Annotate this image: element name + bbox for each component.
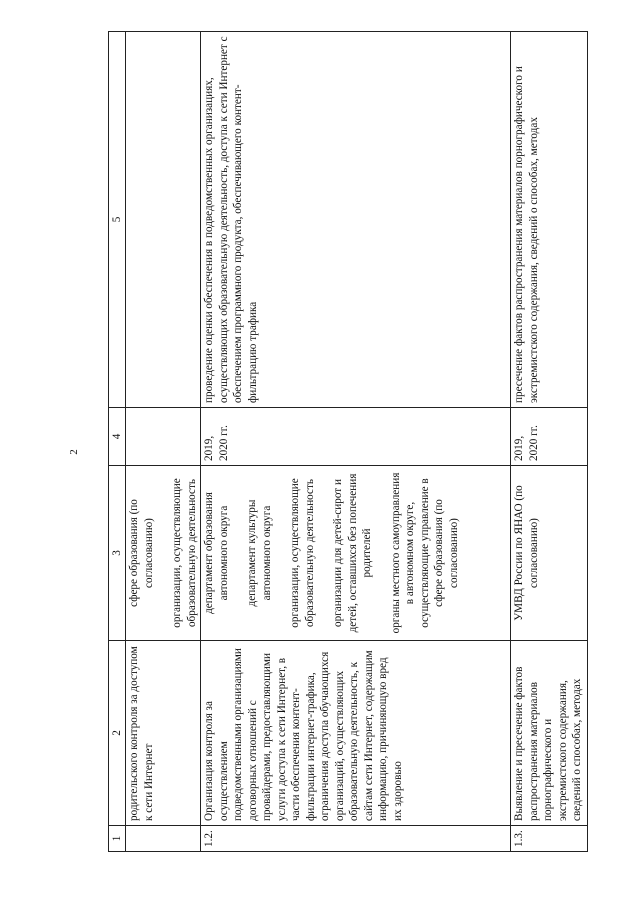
table-header-row xyxy=(109,32,126,852)
table-row xyxy=(511,32,588,852)
activity-cell: Организация контроля за осуществлением подведомственными организациями договорных отношений с провайдерами, предоставляющими услуги доступа к сети Интернет, в части обеспечения контент-фильтрации интернет-трафика, ограничения доступа обучающихся организаций, осуществляющих образовательную деятельность, к сайтам сети Интернет, содержащим информацию, причиняющую вред их здоровью xyxy=(201,641,511,826)
activity-cell: родительского контроля за доступом к сети Интернет xyxy=(126,641,201,826)
term-cell xyxy=(126,408,201,466)
result-cell xyxy=(126,32,201,408)
table-row xyxy=(126,32,201,852)
executor-text: организации, осуществляющие образовательную деятельность xyxy=(289,478,316,628)
table-row xyxy=(201,32,511,852)
rotated-table-wrapper xyxy=(108,32,588,852)
executor-text: УМВД России по ЯНАО (по согласованию) xyxy=(513,485,540,621)
executor-text: сфере образования (по согласованию) xyxy=(128,499,155,607)
row-number: 1.2. xyxy=(201,826,511,852)
executors-cell xyxy=(126,466,201,641)
page-number: 2 xyxy=(68,449,80,455)
executor-text: департамент культуры автономного округа xyxy=(246,499,273,607)
row-number: 1.3. xyxy=(511,826,588,852)
executor-text: организации для детей-сирот и детей, оставшихся без попечения родителей xyxy=(332,473,373,633)
executors-cell xyxy=(201,466,511,641)
result-cell: пресечение фактов распространения материалов порнографического и экстремистского содержания, сведений о способах, методах xyxy=(511,32,588,408)
result-cell: проведение оценки обеспечения в подведомственных организациях, осуществляющих образовательную деятельность, доступа к сети Интернет с обеспечением программного продукта, обеспечивающего контент-фильтрацию трафика xyxy=(201,32,511,408)
row-number xyxy=(126,826,201,852)
plan-table xyxy=(108,31,588,852)
column-header: 2 xyxy=(109,641,126,826)
executors-cell xyxy=(511,466,588,641)
executor-text: департамент образования автономного округа xyxy=(203,492,230,614)
column-header: 1 xyxy=(109,826,126,852)
executor-text: органы местного самоуправления в автономном округе, осуществляющие управление в сфере образования (по согласованию) xyxy=(389,472,460,634)
term-cell: 2019, 2020 гг. xyxy=(201,408,511,466)
column-header: 4 xyxy=(109,408,126,466)
term-cell: 2019, 2020 гг. xyxy=(511,408,588,466)
column-header: 3 xyxy=(109,466,126,641)
activity-cell: Выявление и пресечение фактов распространения материалов порнографического и экстремистского содержания, сведений о способах, методах xyxy=(511,641,588,826)
executor-text: организации, осуществляющие образовательную деятельность xyxy=(171,478,198,628)
column-header: 5 xyxy=(109,32,126,408)
